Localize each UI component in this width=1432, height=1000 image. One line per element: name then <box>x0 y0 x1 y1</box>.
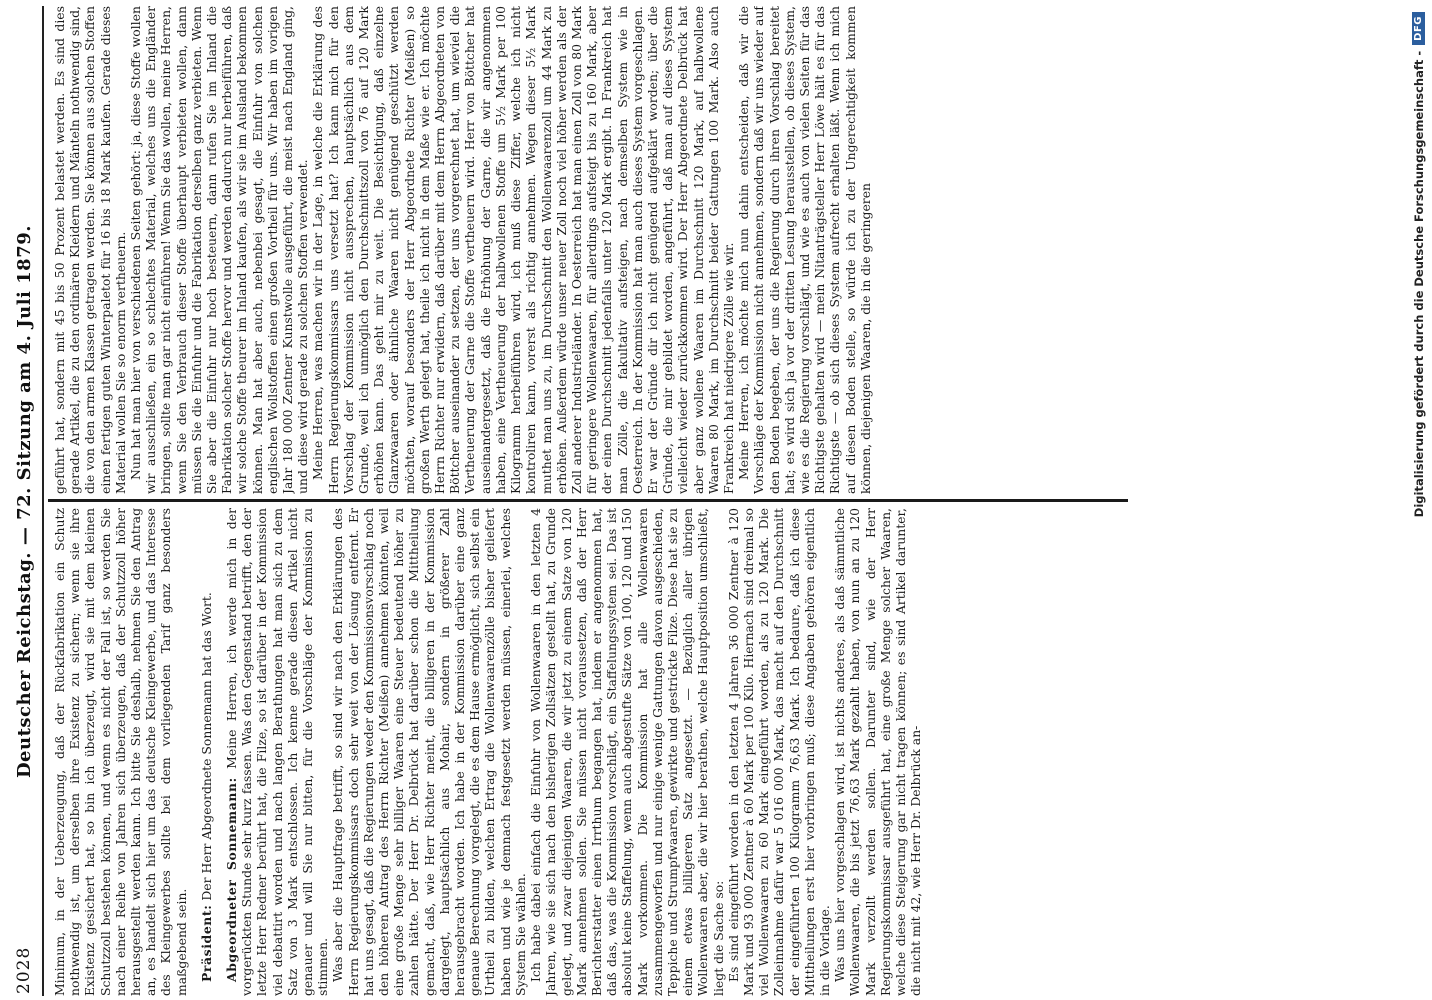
paragraph: geführt hat, sondern mit 45 bis 50 Prozent belastet werden. Es sind dies gerade Artikel, die zu den ordinären Kleidern und Mänteln nothwendig sind, die von den armen Klassen getragen werden. Sie können aus solchen Stoffen einen fertigen guten Winterpaletot für 16 bis 18 Mark kaufen. Gerade dieses Material wollen Sie so enorm vertheuern. <box>52 6 128 494</box>
paragraph <box>199 508 214 996</box>
paragraph-text: Der Herr Abgeordnete Sonnemann hat das Wort. <box>198 592 214 905</box>
paragraph: Nun hat man hier von verschiedenen Seiten gehört: ja, diese Stoffe wollen wir ausschließen, ein so schlechtes Material, welches uns die Engländer bringen, sollte man gar nicht einführen! Wenn Sie das wollen, meine Herren, wenn Sie den Verbrauch dieser Stoffe überhaupt verbieten wollen, dann müssen Sie die Einfuhr und die Fabrikation derselben ganz verbieten. Wenn Sie aber die Einfuhr nur hoch besteuern, dann rufen Sie im Inland die Fabrikation solcher Stoffe hervor und werden dadurch nur herbeiführen, daß wir solche Stoffe theurer im Inland kaufen, als wir sie im Ausland bekommen können. Man hat aber auch, nebenbei gesagt, die Einfuhr von solchen englischen Wollstoffen einen großen Vortheil für uns. Wir haben im vorigen Jahr 180 000 Zentner Kunstwolle ausgeführt, die meist nach England ging, und diese wird gerade zu solchen Stoffen verwendet. <box>128 6 311 494</box>
paragraph: Meine Herren, ich möchte mich nun dahin entscheiden, daß wir die Vorschläge der Kommission nicht annehmen, sondern daß wir uns wieder auf den Boden begeben, der uns die Regierung durch ihren Vorschlag bereitet hat; es wird sich ja vor der dritten Lesung herausstellen, ob dieses System, wie es die Regierung vorschlägt, und wie es auch von vielen Seiten für das Richtigste gehalten wird — mein Nitanträgsteller Herr Löwe hält es für das Richtigste — ob sich dieses System aufrecht erhalten läßt. Wenn ich mich auf diesen Boden stelle, so würde ich zu der Ungerechtigkeit kommen können, diejenigen Waaren, die in die geringeren <box>736 6 873 494</box>
paragraph: Minimum, in der Ueberzeugung, daß der Rückfabrikation ein Schutz nothwendig ist, um derselben ihre Existenz zu sichern; wenn sie ihre Existenz gesichert hat, so bin ich überzeugt, wird sie mit dem kleinen Schutzzoll bestehen können, und wenn es nicht der Fall ist, so werden Sie nach einer Reihe von Jahren sich überzeugen, daß der Schutzzoll höher herausgestellt werden kann. Ich bitte Sie deshalb, nehmen Sie den Antrag an, es handelt sich hier um das deutsche Kleingewerbe, und das Interesse des Kleingewerbes sollte bei dem vorliegenden Tarif ganz besonders maßgebend sein. <box>52 508 189 996</box>
left-column <box>52 508 1137 996</box>
paragraph: Es sind eingeführt worden in den letzten 4 Jahren 36 000 Zentner à 120 Mark und 93 000 Zentner à 60 Mark per 100 Kilo. Hiernach sind dreimal so viel Wollenwaaren zu 60 Mark eingeführt worden, als zu 120 Mark. Die Zolleinnahme dafür war 5 016 000 Mark, das macht auf den Durchschnitt der eingeführten 100 Kilogramm 76,63 Mark. Ich bedaure, daß ich diese Mittheilungen erst hier vorbringen muß; diese Angaben gehören eigentlich in die Vorlage. <box>725 508 832 996</box>
dfg-logo: DFG <box>1412 12 1425 45</box>
credit-text: Digitalisierung gefördert durch die Deutsche Forschungsgemeinschaft - <box>1411 50 1426 518</box>
header-rule <box>42 6 44 996</box>
paragraph: Ich habe dabei einfach die Einfuhr von Wollenwaaren in den letzten 4 Jahren, wie sie sich nach den bisherigen Zollsätzen gestellt hat, zu Grunde gelegt, und zwar diejenigen Waaren, die wir jetzt zu einem Satze von 120 Mark annehmen sollen. Sie müssen nicht voraussetzen, daß der Herr Berichterstatter einen Irrthum begangen hat, indem er angenommen hat, daß das, was die Kommission vorschlägt, ein Staffelungssystem sei. Das ist absolut keine Staffelung, wenn auch abgestufte Sätze von 100, 120 und 150 Mark vorkommen. Die Kommission hat alle Wollenwaaren zusammengeworfen und nur einige wenige Gattungen davon ausgeschieden, Teppiche und Strumpfwaaren, gewirkte und gestrickte Filze. Diese hat sie zu einem etwas billigeren Satz angesetzt. — Bezüglich aller übrigen Wollenwaaren aber, die wir hier berathen, welche Hauptposition umschließt, liegt die Sache so: <box>528 508 726 996</box>
paragraph: Meine Herren, was machen wir in der Lage, in welche die Erklärung des Herrn Regierungskommissars uns versetzt hat? Ich kann mich für den Vorschlag der Kommission nicht aussprechen, hauptsächlich aus dem Grunde, weil ich unmöglich den Durchschnittszoll von 76 auf 120 Mark erhöhen kann. Das geht mir zu weit. Die Besichtigung, daß einzelne Glanzwaaren oder ähnliche Waaren nicht genügend geschützt werden möchten, worauf besonders der Herr Abgeordnete Richter (Meißen) so großen Werth gelegt hat, theile ich nicht in dem Maße wie er. Ich möchte Herrn Richter nur erwidern, daß darüber mit dem Herrn Abgeordneten von Böttcher auseinander zu setzen, der uns vorgerechnet hat, um wieviel die Vertheuerung der Garne die Stoffe vertheuern wird. Herr von Böttcher hat auseinandergesetzt, daß die Erhöhung der Garne, die wir angenommen haben, eine Vertheuerung der halbwollenen Stoffe um 5½ Mark per 100 Kilogramm herbeiführen wird, ich muß diese Ziffer, welche ich nicht kontroliren kann, vorerst als richtig annehmen. Wegen dieser 5½ Mark muthet man uns zu, im Durchschnitt den Wollenwaarenzoll um 44 Mark zu erhöhen. Außerdem würde unser neuer Zoll noch viel höher werden als der Zoll anderer Industrieländer. In Oesterreich hat man einen Zoll von 80 Mark für geringere Wollenwaaren, für allerdings aufsteigt bis zu 160 Mark, aber der einen Durchschnitt jedenfalls unter 120 Mark ergibt. In Frankreich hat man Zölle, die fakultativ aufsteigen, nach demselben System wie in Oesterreich. In der Kommission hat man auch dieses System vorgeschlagen. Er war der Gründe dir ich nicht genügend aufgeklärt worden; über die Gründe, die mir gebildet worden, angeführt, daß man auf dieses System vielleicht wieder zurückkommen wird. Der Herr Abgeordnete Delbrück hat aber ganz wollene Waaren im Durchschnitt 120 Mark, auf halbwollene Waaren 80 Mark, im Durchschnitt beider Gattungen 100 Mark. Also auch Frankreich hat niedrigere Zölle wie wir. <box>310 6 736 494</box>
digitization-credit <box>1405 0 1432 1000</box>
speaker-label: Abgeordneter Sonnemann: <box>224 777 240 982</box>
right-column <box>52 6 1137 494</box>
paragraph: Was uns hier vorgeschlagen wird, ist nichts anderes, als daß sämmtliche Wollenwaaren, die bis jetzt 76,63 Mark gezahlt haben, von nun an zu 120 Mark verzollt werden sollen. Darunter sind, wie der Herr Regierungskommissar ausgeführt hat, eine große Menge solcher Waaren, welche diese Steigerung gar nicht tragen können; es sind Artikel darunter, die nicht mit 42, wie Herr Dr. Delbrück an- <box>832 508 924 996</box>
paragraph: Was aber die Hauptfrage betrifft, so sind wir nach den Erklärungen des Herrn Regierungskommissars doch sehr weit von der Lösung entfernt. Er hat uns gesagt, daß die Regierungen weder den Kommissionsvorschlag noch den höheren Antrag des Herrn Richter (Meißen) annehmen könnten, weil eine große Menge sehr billiger Waaren eine Steuer bedeutend höher zu zahlen hätte. Der Herr Dr. Delbrück hat darüber schon die Mittheilung gemacht, daß, wie Herr Richter meint, die billigeren in der Kommission dargelegt, hauptsächlich aus Mohair, sondern in größerer Zahl herausgebracht worden. Ich habe in der Kommission darüber eine ganz genaue Berechnung vorgelegt, die es dem Hause ermöglicht, sich selbst ein Urtheil zu bilden, welchen Ertrag die Wollenwaarenzölle bisher geliefert haben und wie je demnach festgesetzt werden müssen, einerlei, welches System Sie wählen. <box>330 508 528 996</box>
paragraph <box>224 508 330 996</box>
speaker-label: Präsident: <box>198 904 214 982</box>
page-number: 2028 <box>14 946 34 994</box>
page-header <box>14 9 38 994</box>
column-divider <box>48 499 1128 502</box>
paragraph-text: Meine Herren, ich werde mich in der vorgerückten Stunde sehr kurz fassen. Was den Gegenstand betrifft, den der letzte Herr Redner berührt hat, die Filze, so ist darüber in der Kommission viel debattirt worden und nach langen Berathungen hat man sich zu dem Satz von 3 Mark entschlossen. Ich kenne gerade diesen Artikel nicht genauer und will Sie nur bitten, für die Vorschläge der Kommission zu stimmen. <box>224 508 331 996</box>
digitization-credit-text <box>1405 0 1432 1000</box>
running-head: Deutscher Reichstag. — 72. Sitzung am 4. Juli 1879. <box>14 224 35 779</box>
